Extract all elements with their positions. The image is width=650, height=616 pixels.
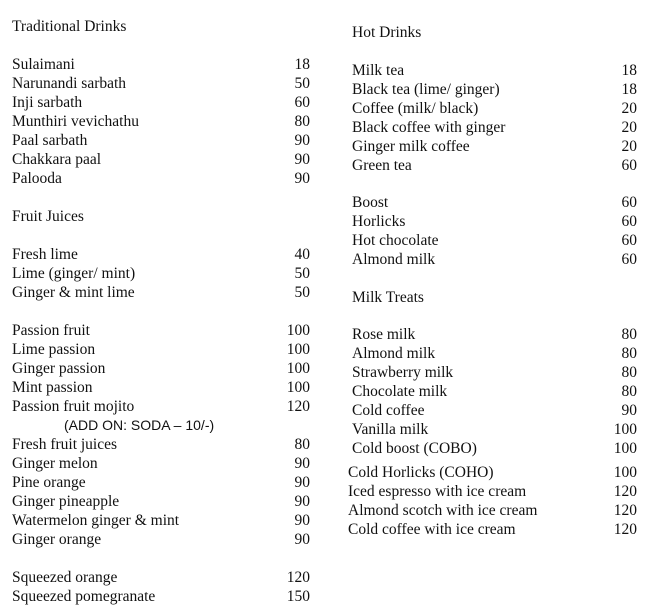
item-price: 120 [613,502,637,519]
item-price: 150 [286,588,310,605]
menu-item [12,321,312,340]
item-name: Passion fruit mojito [12,398,135,415]
item-name: Chakkara paal [12,151,102,168]
item-price: 60 [621,232,637,249]
menu-item [12,112,312,131]
item-name: Green tea [352,157,412,174]
item-name: Almond milk [352,345,436,362]
item-name: Mint passion [12,379,93,396]
item-price: 90 [294,170,310,187]
item-price: 90 [294,493,310,510]
menu-item [340,482,640,501]
item-name: Palooda [12,170,62,187]
item-name: Cold boost (COBO) [352,440,477,457]
item-price: 120 [613,483,637,500]
item-name: Sulaimani [12,56,75,73]
menu-item [12,378,312,397]
item-price: 60 [621,251,637,268]
menu-item [12,435,312,454]
item-name: Almond scotch with ice cream [348,502,538,519]
menu-item [340,463,640,482]
menu-item [340,80,640,99]
menu-item [340,382,640,401]
menu-item [340,520,640,539]
item-price: 120 [286,569,310,586]
section-title-hot-drinks: Hot Drinks [352,24,422,41]
item-price: 100 [286,341,310,358]
item-name: Fresh lime [12,246,78,263]
item-name: Rose milk [352,326,416,343]
item-price: 50 [294,284,310,301]
item-price: 80 [621,326,637,343]
item-price: 100 [613,421,637,438]
item-price: 90 [294,455,310,472]
menu-item [12,530,312,549]
item-name: Cold Horlicks (COHO) [348,464,494,481]
item-name: Ginger melon [12,455,98,472]
item-name: Ginger pineapple [12,493,120,510]
item-price: 120 [286,398,310,415]
menu-item [12,55,312,74]
item-name: Watermelon ginger & mint [12,512,180,529]
item-name: Ginger passion [12,360,106,377]
menu-item [12,245,312,264]
menu-item [12,264,312,283]
item-price: 90 [294,512,310,529]
item-name: Fresh fruit juices [12,436,118,453]
item-price: 60 [621,194,637,211]
section-title-fruit-juices: Fruit Juices [12,208,84,225]
item-price: 50 [294,265,310,282]
menu-item [340,401,640,420]
menu-item [12,283,312,302]
menu-item [340,61,640,80]
menu-item [12,131,312,150]
item-name: Iced espresso with ice cream [348,483,527,500]
item-price: 20 [621,119,637,136]
section-title-milk-treats: Milk Treats [352,289,424,306]
menu-item [12,340,312,359]
item-price: 80 [294,113,310,130]
addon-note: (ADD ON: SODA – 10/-) [64,417,215,433]
item-name: Lime passion [12,341,96,358]
item-price: 90 [294,151,310,168]
item-name: Narunandi sarbath [12,75,127,92]
item-name: Chocolate milk [352,383,448,400]
item-price: 20 [621,100,637,117]
menu-item [340,250,640,269]
menu-item [12,150,312,169]
item-name: Ginger orange [12,531,102,548]
item-price: 100 [613,464,637,481]
item-price: 50 [294,75,310,92]
item-name: Ginger milk coffee [352,138,470,155]
item-name: Inji sarbath [12,94,83,111]
item-name: Cold coffee with ice cream [348,521,516,538]
menu-item [12,74,312,93]
item-price: 80 [294,436,310,453]
menu-item [12,93,312,112]
item-price: 18 [621,81,637,98]
menu-item [340,118,640,137]
menu-item [12,587,312,606]
item-name: Hot chocolate [352,232,439,249]
item-name: Boost [352,194,389,211]
item-name: Vanilla milk [352,421,429,438]
item-name: Squeezed pomegranate [12,588,156,605]
menu-item [340,231,640,250]
item-price: 20 [621,138,637,155]
item-name: Black tea (lime/ ginger) [352,81,500,98]
item-price: 90 [294,531,310,548]
item-name: Pine orange [12,474,86,491]
menu-item [340,99,640,118]
menu-item [12,492,312,511]
item-name: Munthiri vevichathu [12,113,139,130]
item-price: 40 [294,246,310,263]
menu-item [340,212,640,231]
item-name: Coffee (milk/ black) [352,100,479,117]
item-name: Squeezed orange [12,569,118,586]
menu-item [340,344,640,363]
item-price: 120 [613,521,637,538]
item-name: Black coffee with ginger [352,119,506,136]
item-price: 90 [621,402,637,419]
menu-item [340,325,640,344]
menu-item [340,501,640,520]
item-price: 100 [286,360,310,377]
item-price: 80 [621,383,637,400]
item-price: 18 [621,62,637,79]
item-name: Strawberry milk [352,364,454,381]
menu-item [12,568,312,587]
menu-item [340,193,640,212]
item-name: Cold coffee [352,402,425,419]
menu-item [340,420,640,439]
menu-item [340,363,640,382]
menu-item [340,137,640,156]
menu-item [12,397,312,416]
item-price: 100 [613,440,637,457]
item-price: 80 [621,345,637,362]
item-price: 60 [621,157,637,174]
menu-item [12,454,312,473]
item-price: 80 [621,364,637,381]
item-price: 90 [294,474,310,491]
item-name: Passion fruit [12,322,90,339]
item-name: Horlicks [352,213,406,230]
menu-item [12,169,312,188]
item-name: Milk tea [352,62,405,79]
item-price: 60 [621,213,637,230]
menu-item [340,439,640,458]
item-price: 18 [294,56,310,73]
section-title-traditional-drinks: Traditional Drinks [12,18,127,35]
item-name: Ginger & mint lime [12,284,135,301]
item-price: 100 [286,322,310,339]
menu-item [12,359,312,378]
item-price: 60 [294,94,310,111]
item-name: Almond milk [352,251,436,268]
item-name: Lime (ginger/ mint) [12,265,136,282]
item-name: Paal sarbath [12,132,88,149]
item-price: 100 [286,379,310,396]
menu-item [12,511,312,530]
item-price: 90 [294,132,310,149]
menu-item [12,473,312,492]
menu-item [340,156,640,175]
